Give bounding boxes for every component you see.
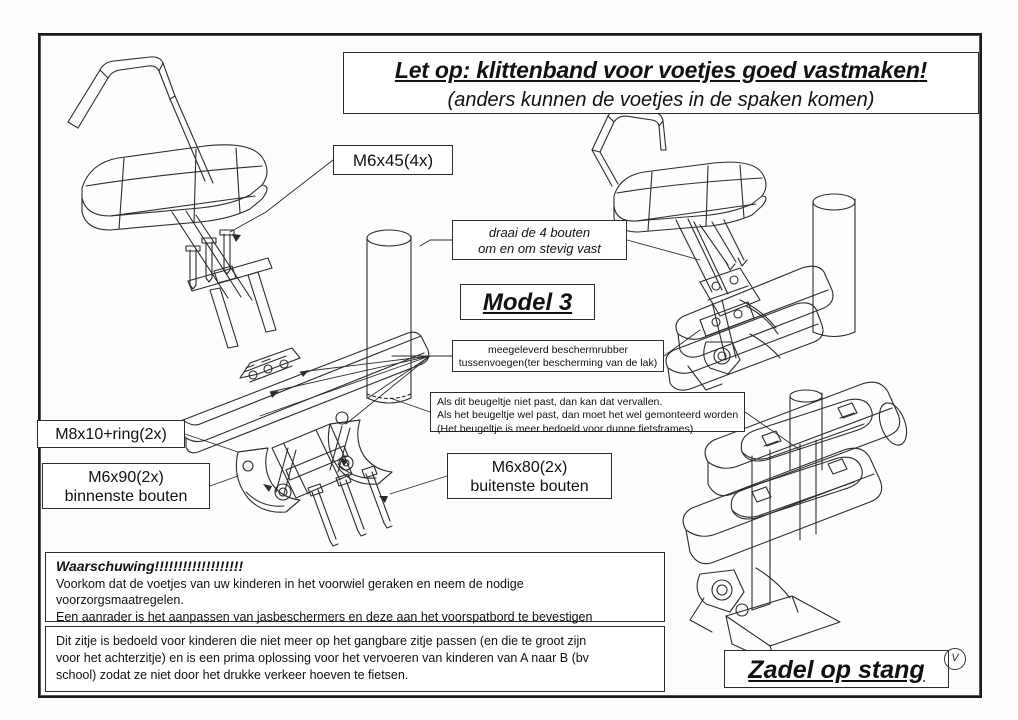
warning-line-2: voorzorgsmaatregelen.	[56, 593, 184, 608]
label-m6x90-line-1: M6x90(2x)	[88, 469, 164, 486]
label-m6x80-outer-bolts	[447, 453, 612, 499]
label-model-3: Model 3	[460, 284, 595, 320]
label-m6x80-line-1: M6x80(2x)	[491, 459, 568, 476]
label-m6x90-inner-bolts	[42, 463, 210, 509]
note-rubber-line-1: meegeleverd beschermrubber	[487, 344, 629, 356]
label-m6x90-line-2: binnenste bouten	[64, 488, 188, 506]
safety-warning-box	[45, 552, 665, 622]
circled-v-stamp-icon: V	[944, 648, 966, 670]
warning-line-1: Voorkom dat de voetjes van uw kinderen in het voorwiel geraken en neem de nodige	[56, 576, 524, 591]
label-m8x10-ring: M8x10+ring(2x)	[37, 420, 185, 448]
header-line-2: (anders kunnen de voetjes in de spaken komen)	[447, 88, 875, 111]
info-line-1: Dit zitje is bedoeld voor kinderen die niet meer op het gangbare zitje passen (en die te groot zijn	[56, 634, 587, 648]
note-bracket-line-3: (Het beugeltje is meer bedoeld voor dunne fietsframes)	[437, 422, 694, 435]
note-bracket-fit	[430, 392, 745, 435]
warning-title: Waarschuwing!!!!!!!!!!!!!!!!!!!	[56, 558, 244, 574]
note-bracket-line-1: Als dit beugeltje niet past, dan kan dat vervallen.	[437, 396, 663, 408]
header-line-1: Let op: klittenband voor voetjes goed vastmaken!	[394, 57, 928, 83]
note-tighten-line-2: om en om stevig vast	[478, 240, 601, 256]
product-info-box	[45, 626, 665, 692]
label-m6x45: M6x45(4x)	[333, 145, 453, 175]
info-line-3: school) zodat ze niet door het drukke verkeer hoeven te fietsen.	[56, 667, 409, 682]
header-warning-box	[343, 52, 979, 114]
footer-title-zadel-op-stang: Zadel op stang	[724, 650, 949, 688]
note-protective-rubber	[452, 340, 664, 372]
warning-line-3: Een aanrader is het aanpassen van jasbeschermers en deze aan het voorspatbord te bevestigen	[56, 609, 593, 624]
label-m6x80-line-2: buitenste bouten	[470, 478, 589, 496]
note-tighten-line-1: draai de 4 bouten	[488, 225, 591, 240]
note-rubber-line-2: tussenvoegen(ter bescherming van de lak)	[458, 356, 658, 369]
note-tighten-bolts	[452, 220, 627, 260]
note-bracket-line-2: Als het beugeltje wel past, dan moet het wel gemonteerd worden	[437, 409, 739, 422]
info-line-2: voor het achterzitje) en is een prima oplossing voor het vervoeren van kinderen van A naar B (bv	[56, 650, 589, 665]
